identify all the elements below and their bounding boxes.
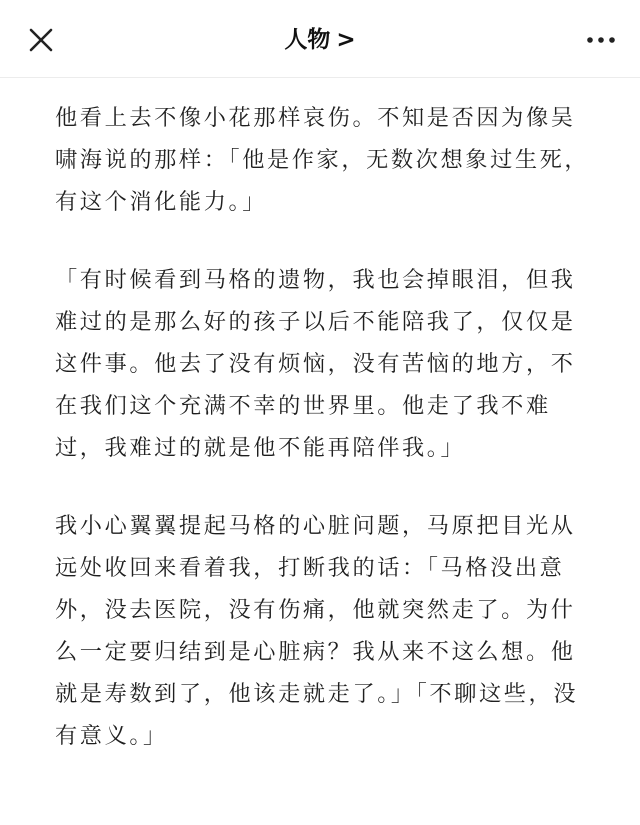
- more-options-button[interactable]: [584, 30, 618, 50]
- article-paragraph: 我小心翼翼提起马格的心脏问题，马原把目光从远处收回来看着我，打断我的话：「马格没出意外，没去医院，没有伤痛，他就突然走了。为什么一定要归结到是心脏病？我从来不这么想。他就是寿数到了，他该走就走了。」「不聊这些，没有意义。」: [55, 513, 579, 749]
- more-horizontal-icon: [584, 30, 618, 50]
- article-paragraph: 他看上去不像小花那样哀伤。不知是否因为像吴啸海说的那样：「他是作家，无数次想象过生死，有这个消化能力。」: [55, 105, 590, 215]
- chevron-right-icon: >: [336, 27, 356, 53]
- top-navigation-bar: [0, 0, 640, 78]
- article-paragraph: 「有时候看到马格的遗物，我也会掉眼泪，但我难过的是那么好的孩子以后不能陪我了，仅仅是这件事。他去了没有烦恼，没有苦恼的地方，不在我们这个充满不幸的世界里。他走了我不难过，我难过的就是他不能再陪伴我。」: [55, 267, 576, 461]
- page-title: 人物: [284, 27, 331, 53]
- account-title-link[interactable]: [0, 22, 640, 58]
- article-body: [55, 97, 593, 793]
